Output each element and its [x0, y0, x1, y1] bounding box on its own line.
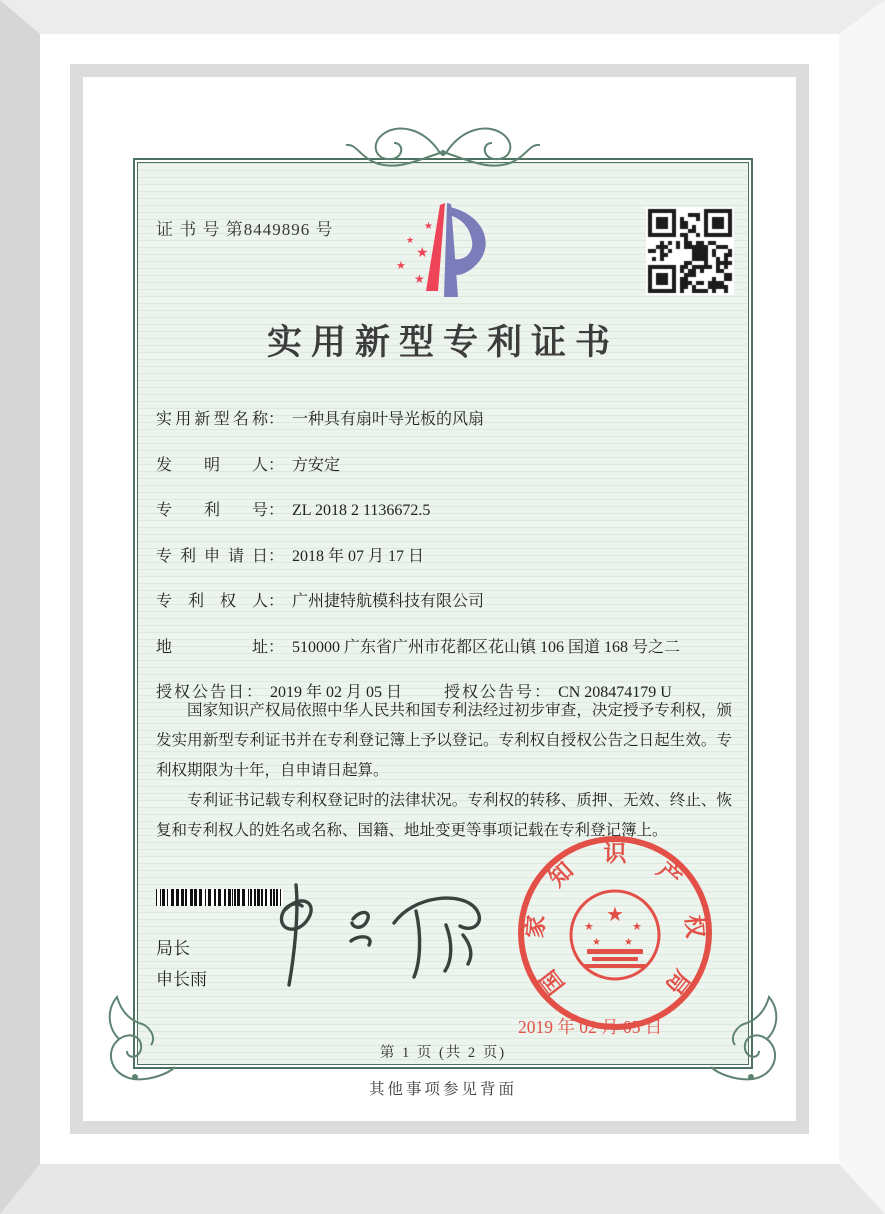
national-emblem-icon: [584, 904, 646, 968]
field-colon: ：: [268, 593, 285, 610]
field-label: 地址: [156, 638, 268, 656]
certificate-body: [137, 162, 749, 1065]
star-icon: ★: [606, 904, 624, 926]
star-icon: ★: [624, 937, 633, 948]
field-value: 广州捷特航模科技有限公司: [292, 593, 485, 610]
page-footer: 第 1 页 (共 2 页): [379, 1045, 507, 1061]
certificate-border: [133, 158, 753, 1069]
star-icon: ★: [416, 246, 429, 261]
seal-ring-char: 识: [603, 841, 627, 866]
star-icon: ★: [632, 921, 642, 933]
field-value: 一种具有扇叶导光板的风扇: [292, 411, 485, 428]
seal-ring-char: 知: [544, 857, 579, 892]
field-colon: ：: [268, 638, 285, 656]
field-row: [156, 588, 734, 634]
field-label: 专利申请日: [156, 547, 268, 565]
field-row: [156, 543, 734, 589]
photo-frame-face: [40, 34, 839, 1164]
star-icon: ★: [424, 221, 433, 232]
field-label: 专利号: [156, 502, 268, 519]
back-note: 其他事项参见背面: [368, 1081, 517, 1098]
signer-block: [156, 933, 207, 996]
seal-ring-char: 权: [680, 914, 708, 940]
signer-name: 申长雨: [156, 970, 207, 990]
field-value: 方安定: [292, 456, 341, 474]
signer-title: 局长: [156, 939, 190, 958]
field-value: 510000 广东省广州市花都区花山镇 106 国道 168 号之二: [292, 638, 681, 656]
field-colon: ：: [268, 456, 285, 474]
star-icon: ★: [396, 260, 406, 272]
seal-date: 2019 年 02 月 05 日: [518, 1017, 663, 1037]
cnipa-logo-icon: [384, 199, 502, 303]
certificate-title: 实用新型专利证书: [266, 323, 619, 362]
certificate-page: [83, 77, 796, 1121]
field-label: 发明人: [156, 456, 268, 474]
signature-autograph: [256, 879, 516, 999]
official-seal: [510, 835, 720, 1047]
seal-ring-char: 产: [651, 857, 686, 892]
seal-ring-char: 家: [522, 914, 550, 940]
paragraph: 国家知识产权局依照中华人民共和国专利法经过初步审查，决定授予专利权，颁发实用新型专利证书并在专利登记簿上予以登记。专利权自授权公告之日起生效。专利权期限为十年，自申请日起算。: [156, 702, 732, 779]
field-label: 专利权人: [156, 593, 268, 610]
grant-date: 授权公告日 ： 2019 年 02 月 05 日: [156, 684, 403, 701]
star-icon: ★: [406, 235, 415, 245]
qr-code: [646, 207, 734, 295]
photo-frame-lip: [70, 64, 809, 1134]
field-value: ZL 2018 2 1136672.5: [292, 502, 431, 519]
field-row: [156, 634, 734, 680]
certificate-fields: [156, 406, 734, 702]
field-row: [156, 452, 734, 498]
field-colon: ：: [268, 411, 285, 428]
seal-ring-char: 国: [535, 965, 570, 999]
field-colon: ：: [268, 547, 285, 565]
certificate-number: 证 书 号 第8449896 号: [156, 220, 334, 239]
field-colon: ：: [268, 502, 285, 519]
seal-ring-char: 局: [660, 965, 695, 999]
field-label: 实用新型名称: [156, 411, 268, 428]
grant-number: 授权公告号 ： CN 208474179 U: [444, 684, 672, 701]
star-icon: ★: [414, 272, 425, 286]
field-value: 2018 年 07 月 17 日: [292, 547, 425, 565]
field-row: [156, 497, 734, 543]
certificate-paragraphs: [156, 696, 732, 846]
star-icon: ★: [584, 921, 594, 933]
field-row: [156, 406, 734, 452]
paragraph: 专利证书记载专利权登记时的法律状况。专利权的转移、质押、无效、终止、恢复和专利权人的姓名或名称、国籍、地址变更等事项记载在专利登记簿上。: [156, 791, 732, 839]
star-icon: ★: [592, 937, 601, 948]
